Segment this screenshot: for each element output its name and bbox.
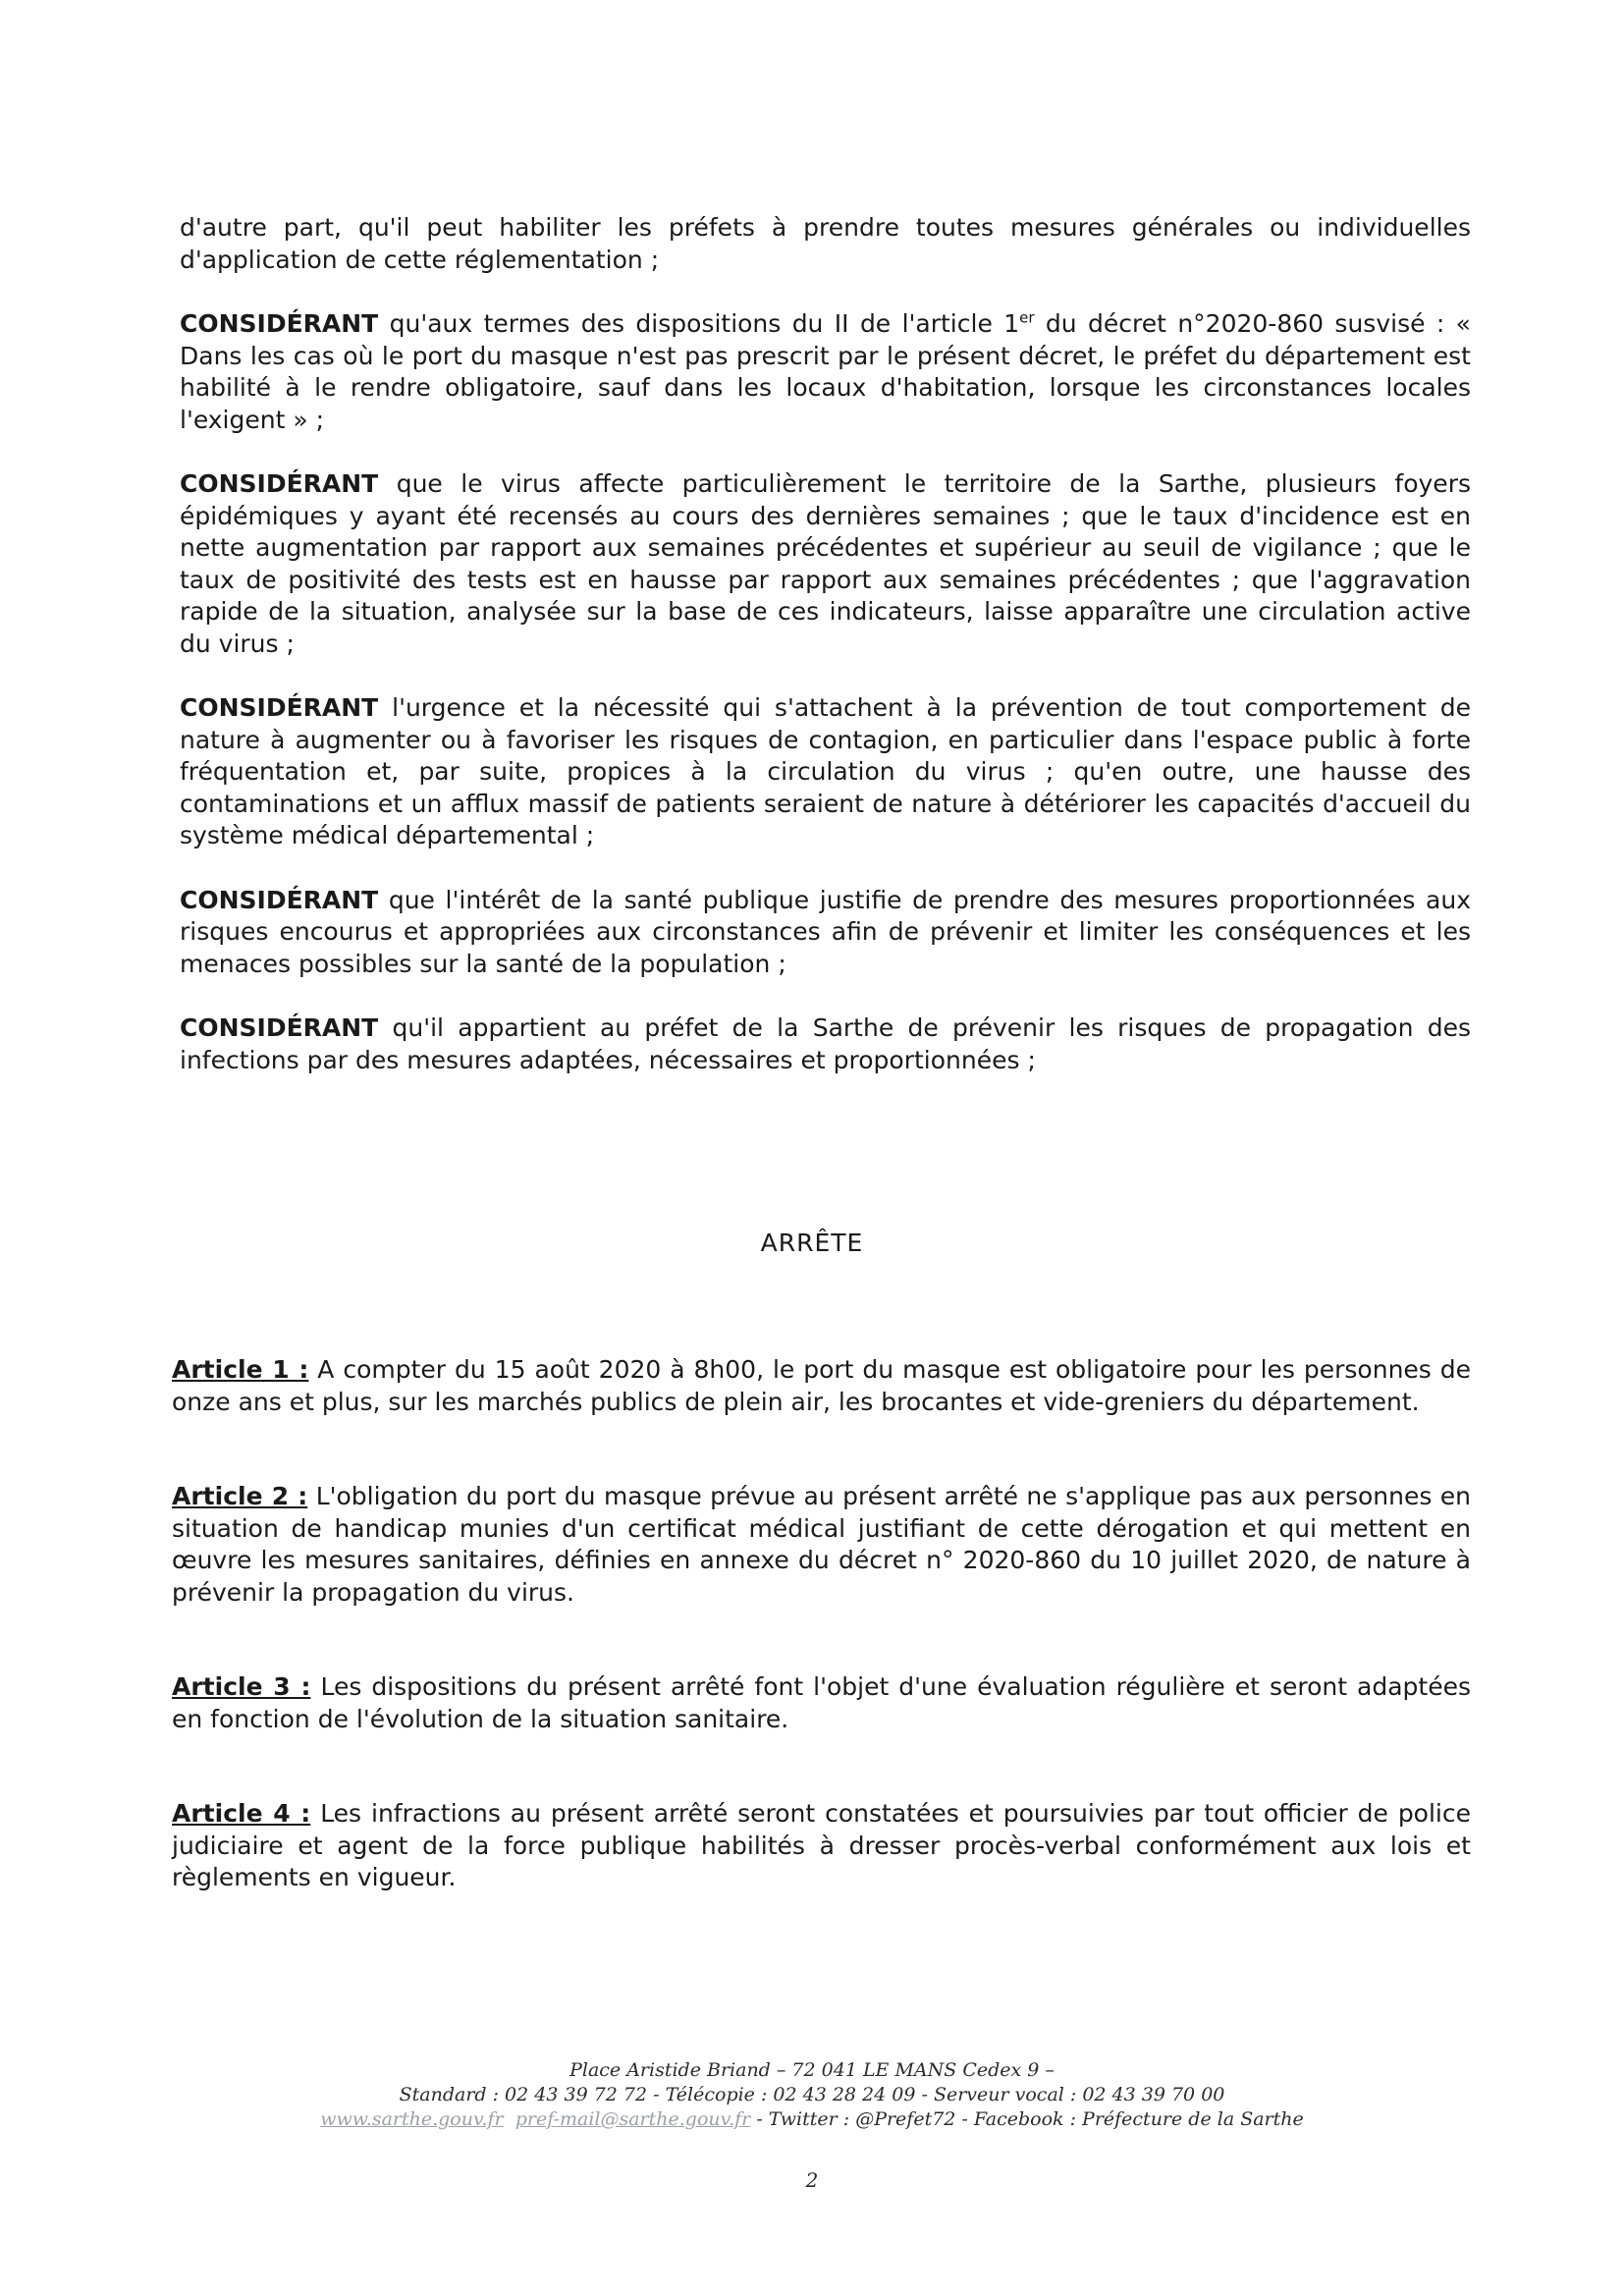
article-label: Article 1 : bbox=[172, 1355, 309, 1384]
email-link[interactable]: pref-mail@sarthe.gouv.fr bbox=[514, 2108, 751, 2130]
article-label: Article 3 : bbox=[172, 1672, 311, 1701]
footer-address: Place Aristide Briand – 72 041 LE MANS Cedex 9 – bbox=[569, 2059, 1055, 2081]
article-label: Article 4 : bbox=[172, 1799, 311, 1828]
article-paragraph bbox=[172, 1798, 1471, 1894]
considerant-label: CONSIDÉRANT bbox=[180, 1013, 379, 1042]
considerant-paragraph bbox=[180, 692, 1471, 852]
intro-paragraph: d'autre part, qu'il peut habiliter les préfets à prendre toutes mesures générales ou individuelles d'application de cette réglementation ; bbox=[180, 213, 1471, 274]
page-footer bbox=[0, 2058, 1624, 2132]
considerant-text: qu'aux termes des dispositions du II de l'article 1 bbox=[378, 309, 1020, 338]
considerant-label: CONSIDÉRANT bbox=[180, 885, 379, 914]
considerant-paragraph bbox=[180, 885, 1471, 981]
footer-links bbox=[0, 2107, 1624, 2132]
considerant-text: que le virus affecte particulièrement le territoire de la Sarthe, plusieurs foyers épidémiques y ayant été recensés au cours des dernières semaines ; que le taux d'incidence est en nette augmentation par rapport aux semaines précédentes et supérieur au seuil de vigilance ; que le taux de positivité des tests est en hausse par rapport aux semaines précédentes ; que l'aggravation rapide de la situation, analysée sur la base de ces indicateurs, laisse apparaître une circulation active du virus ; bbox=[180, 469, 1471, 658]
considerant-paragraph bbox=[180, 468, 1471, 660]
website-link[interactable]: www.sarthe.gouv.fr bbox=[320, 2108, 504, 2130]
considerant-label: CONSIDÉRANT bbox=[180, 469, 379, 498]
article-text: A compter du 15 août 2020 à 8h00, le port du masque est obligatoire pour les personnes de onze ans et plus, sur les marchés publics de plein air, les brocantes et vide-greniers du département. bbox=[172, 1355, 1472, 1416]
arrete-heading: ARRÊTE bbox=[760, 1229, 864, 1257]
considerant-label: CONSIDÉRANT bbox=[180, 693, 379, 722]
page-number: 2 bbox=[805, 2168, 819, 2192]
considerant-text: que l'intérêt de la santé publique justifie de prendre des mesures proportionnées aux risques encourus et appropriées aux circonstances afin de prévenir et limiter les conséquences et les menaces possibles sur la santé de la population ; bbox=[180, 885, 1471, 978]
article-paragraph bbox=[172, 1481, 1471, 1609]
article-paragraph bbox=[172, 1354, 1471, 1418]
article-label: Article 2 : bbox=[172, 1482, 308, 1510]
article-paragraph bbox=[172, 1671, 1471, 1735]
superscript: er bbox=[1019, 308, 1035, 327]
considerant-text: l'urgence et la nécessité qui s'attachent à la prévention de tout comportement de nature à augmenter ou à favoriser les risques de contagion, en particulier dans l'espace public à forte fréquentation et, par suite, propices à la circulation du virus ; qu'en outre, une hausse des contaminations et un afflux massif de patients seraient de nature à détériorer les capacités d'accueil du système médical départemental ; bbox=[180, 693, 1471, 849]
article-text: Les dispositions du présent arrêté font l'objet d'une évaluation régulière et seront adaptées en fonction de l'évolution de la situation sanitaire. bbox=[172, 1672, 1471, 1733]
articles-section bbox=[172, 1354, 1471, 1894]
considerant-paragraph bbox=[180, 308, 1471, 436]
considerant-text: du décret n°2020-860 susvisé : « Dans les cas où le port du masque n'est pas prescrit par le présent décret, le préfet du département est habilité à le rendre obligatoire, sauf dans les locaux d'habitation, lorsque les circonstances locales l'exigent » ; bbox=[180, 309, 1471, 434]
article-text: L'obligation du port du masque prévue au présent arrêté ne s'applique pas aux personnes en situation de handicap munies d'un certificat médical justifiant de cette dérogation et qui mettent en œuvre les mesures sanitaires, définies en annexe du décret n° 2020-860 du 10 juillet 2020, de nature à prévenir la propagation du virus. bbox=[172, 1482, 1472, 1607]
considerants-section bbox=[180, 212, 1471, 1076]
footer-social: - Twitter : @Prefet72 - Facebook : Préfecture de la Sarthe bbox=[750, 2108, 1304, 2130]
considerant-label: CONSIDÉRANT bbox=[180, 309, 379, 338]
footer-phones: Standard : 02 43 39 72 72 - Télécopie : 02 43 28 24 09 - Serveur vocal : 02 43 39 70 00 bbox=[399, 2084, 1225, 2105]
considerant-paragraph bbox=[180, 1012, 1471, 1076]
considerant-text: qu'il appartient au préfet de la Sarthe de prévenir les risques de propagation des infections par des mesures adaptées, nécessaires et proportionnées ; bbox=[180, 1013, 1471, 1074]
article-text: Les infractions au présent arrêté seront constatées et poursuivies par tout officier de police judiciaire et agent de la force publique habilités à dresser procès-verbal conformément aux lois et règlements en vigueur. bbox=[172, 1799, 1471, 1891]
